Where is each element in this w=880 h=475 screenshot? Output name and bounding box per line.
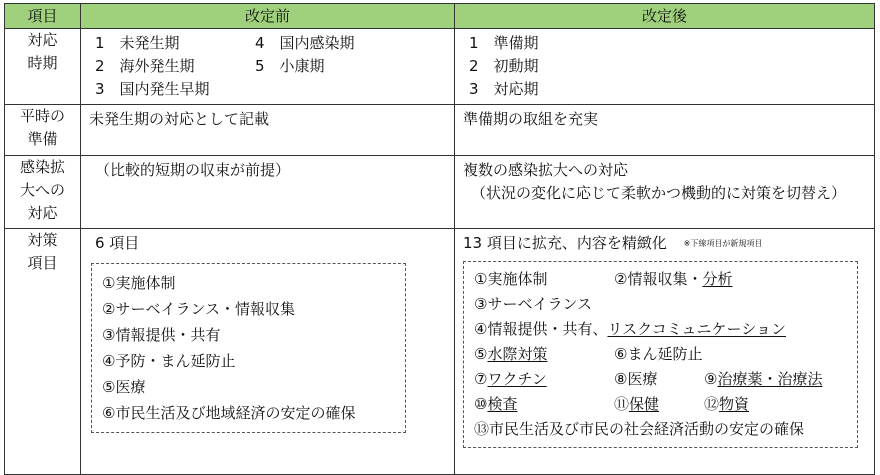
measures-after-item: ①実施体制	[474, 270, 548, 288]
phase-after-cell	[455, 29, 875, 105]
phase-before-1: 1 未発生期	[95, 34, 180, 52]
measures-before-item: ⑤医療	[102, 378, 146, 396]
row-label-phase: 対応 時期	[5, 29, 81, 105]
measures-after-item: ⑧医療	[614, 370, 658, 388]
measures-after-item: ⑨治療薬・治療法	[704, 370, 823, 388]
phase-after-3: 3 対応期	[469, 80, 539, 98]
header-item: 項目	[5, 4, 81, 29]
prep-before-cell	[81, 105, 455, 156]
measures-before-item: ⑥市民生活及び地域経済の安定の確保	[102, 404, 356, 422]
measures-after-item: ⑫物資	[704, 395, 750, 413]
header-before: 改定前	[81, 4, 455, 29]
phase-before-2: 2 海外発生期	[95, 57, 195, 75]
measures-after-item: ③サーベイランス	[474, 295, 592, 313]
spread-after-cell	[455, 156, 875, 229]
spread-after-note: （状況の変化に応じて柔軟かつ機動的に対策を切替え）	[471, 184, 847, 202]
prep-before-text: 未発生期の対応として記載	[89, 110, 270, 128]
measures-after-box	[463, 261, 858, 448]
measures-before-title: 6 項目	[95, 234, 140, 252]
spread-after-text: 複数の感染拡大への対応	[463, 161, 629, 179]
measures-before-cell	[81, 229, 455, 475]
measures-before-item: ④予防・まん延防止	[102, 352, 236, 370]
measures-before-box	[91, 263, 406, 433]
measures-after-item: ⑥まん延防止	[614, 345, 703, 363]
measures-after-cell	[455, 229, 875, 475]
phase-before-4: 4 国内感染期	[255, 34, 355, 52]
row-label-prep: 平時の 準備	[5, 105, 81, 156]
measures-after-item: ②情報収集・分析	[614, 270, 733, 288]
phase-after-1: 1 準備期	[469, 34, 539, 52]
measures-after-item: ⑦ワクチン	[474, 370, 547, 388]
prep-after-cell	[455, 105, 875, 156]
new-item-note: ※下線項目が新規項目	[683, 239, 763, 248]
phase-before-5: 5 小康期	[255, 57, 325, 75]
row-spread	[5, 156, 875, 229]
phase-before-3: 3 国内発生早期	[95, 80, 210, 98]
measures-after-item: ⑤水際対策	[474, 345, 548, 363]
row-label-spread: 感染拡 大への 対応	[5, 156, 81, 229]
phase-before-cell	[81, 29, 455, 105]
measures-after-item: ⑪保健	[614, 395, 660, 413]
measures-after-item: ⑩検査	[474, 395, 518, 413]
header-row	[5, 4, 875, 29]
comparison-table	[4, 3, 875, 475]
spread-before-text: （比較的短期の収束が前提）	[95, 161, 291, 179]
header-after: 改定後	[455, 4, 875, 29]
phase-after-2: 2 初動期	[469, 57, 539, 75]
spread-before-cell	[81, 156, 455, 229]
row-label-measures: 対策 項目	[5, 229, 81, 475]
measures-after-item: ⑬市民生活及び市民の社会経済活動の安定の確保	[474, 420, 805, 438]
row-prep	[5, 105, 875, 156]
row-measures	[5, 229, 875, 475]
measures-after-title: 13 項目に拡充、内容を精緻化	[463, 234, 667, 252]
measures-after-item: ④情報提供・共有、リスクコミュニケーション	[474, 320, 786, 338]
measures-before-item: ②サーベイランス・情報収集	[102, 300, 295, 318]
measures-before-item: ①実施体制	[102, 274, 176, 292]
prep-after-text: 準備期の取組を充実	[463, 110, 599, 128]
measures-before-item: ③情報提供・共有	[102, 326, 221, 344]
row-phase	[5, 29, 875, 105]
